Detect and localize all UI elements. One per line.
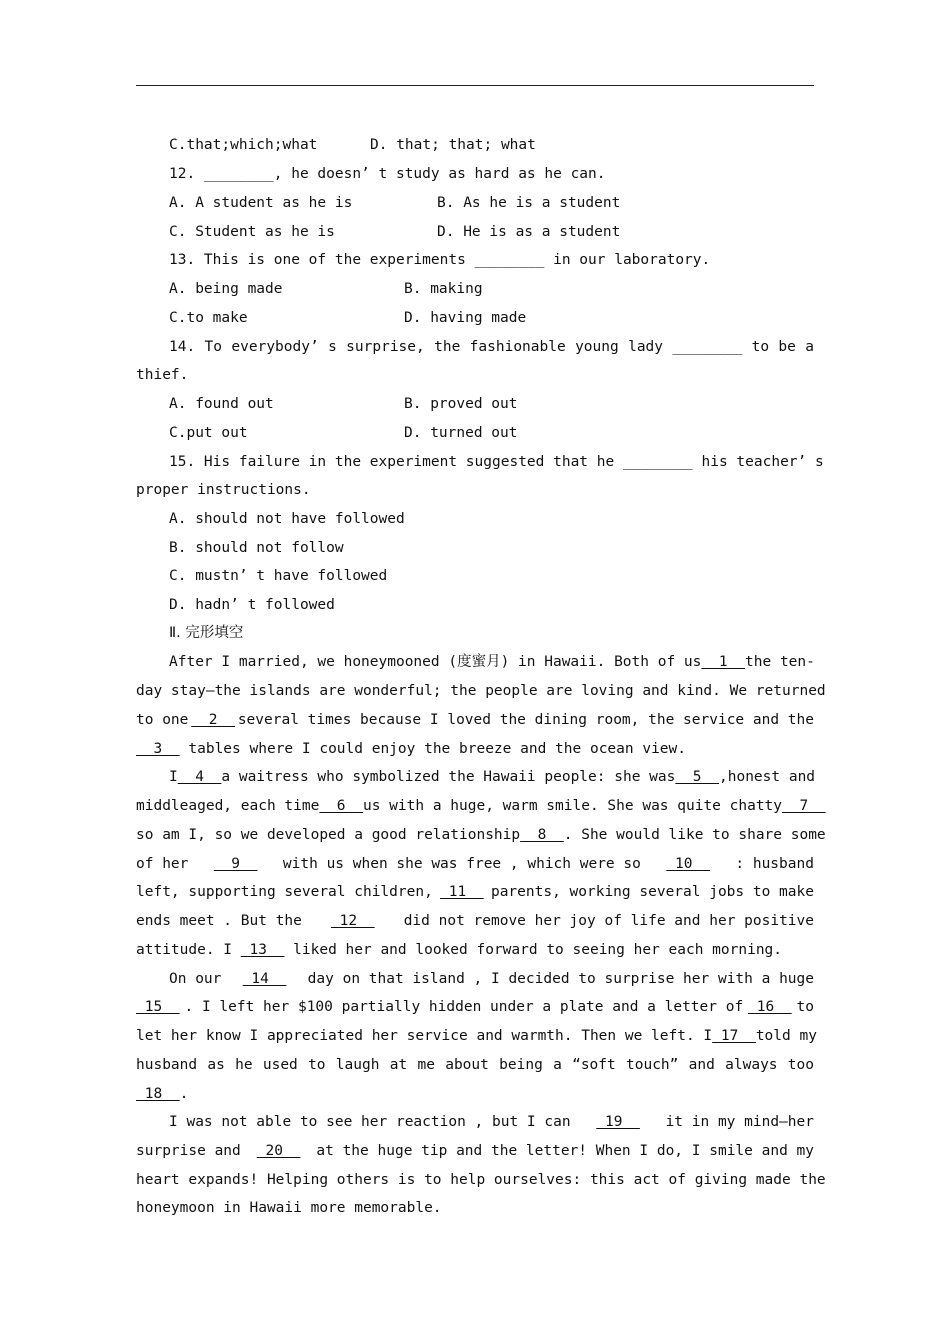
passage-line: husband as he used to laugh at me about being a “soft touch” and always too bbox=[136, 1057, 814, 1073]
passage-line: ends meet . But the 12 did not remove her joy of life and her positive bbox=[136, 913, 814, 929]
passage-line: attitude. I 13 liked her and looked forward to seeing her each morning. bbox=[136, 942, 783, 958]
passage-line: 15 . I left her $100 partially hidden under a plate and a letter of 16 to bbox=[136, 999, 814, 1015]
q13-stem: 13. This is one of the experiments ________ in our laboratory. bbox=[169, 252, 711, 268]
blank-18: 18 bbox=[136, 1086, 180, 1102]
q15-stem-line1: 15. His failure in the experiment suggested that he ________ his teacher’ s bbox=[169, 454, 824, 470]
blank-19: 19 bbox=[596, 1114, 640, 1130]
passage-line: of her 9 with us when she was free , which were so 10 : husband bbox=[136, 856, 814, 872]
q14-option-b: B. proved out bbox=[404, 396, 518, 412]
q13-option-d: D. having made bbox=[404, 310, 527, 326]
blank-14: 14 bbox=[242, 971, 287, 987]
blank-9: 9 bbox=[213, 856, 258, 872]
blank-16: 16 bbox=[748, 999, 792, 1015]
blank-13: 13 bbox=[240, 942, 285, 958]
q15-option-d: D. hadn’ t followed bbox=[169, 597, 335, 613]
passage-line: day stay—the islands are wonderful; the people are loving and kind. We returned bbox=[136, 683, 826, 699]
q12-option-a: A. A student as he is bbox=[169, 195, 353, 211]
passage-line: I was not able to see her reaction , but I can 19 it in my mind—her bbox=[169, 1114, 814, 1130]
passage-line: surprise and 20 at the huge tip and the letter! When I do, I smile and my bbox=[136, 1143, 814, 1159]
blank-2: 2 bbox=[191, 712, 235, 728]
q14-stem-line1: 14. To everybody’ s surprise, the fashionable young lady ________ to be a bbox=[169, 339, 814, 355]
blank-1: 1 bbox=[701, 654, 746, 670]
passage-line: I 4 a waitress who symbolized the Hawaii people: she was 5 ,honest and bbox=[169, 769, 816, 785]
passage-line: to one 2 several times because I loved the dining room, the service and the bbox=[136, 712, 814, 728]
passage-line: 18 . bbox=[136, 1086, 189, 1102]
q12-option-c: C. Student as he is bbox=[169, 224, 335, 240]
q14-option-c: C.put out bbox=[169, 425, 248, 441]
blank-11: 11 bbox=[440, 884, 484, 900]
section-title: Ⅱ. 完形填空 bbox=[169, 625, 244, 641]
q15-stem-line2: proper instructions. bbox=[136, 482, 311, 498]
passage-line: On our 14 day on that island , I decided to surprise her with a huge bbox=[169, 971, 814, 987]
q15-option-c: C. mustn’ t have followed bbox=[169, 568, 388, 584]
q11-option-d: D. that; that; what bbox=[370, 137, 536, 153]
blank-12: 12 bbox=[330, 913, 375, 929]
q14-option-a: A. found out bbox=[169, 396, 274, 412]
passage-line: 3 tables where I could enjoy the breeze and the ocean view. bbox=[136, 741, 686, 757]
q13-option-a: A. being made bbox=[169, 281, 283, 297]
q12-stem: 12. ________, he doesn’ t study as hard as he can. bbox=[169, 166, 606, 182]
blank-8: 8 bbox=[520, 827, 564, 843]
header-rule bbox=[136, 85, 814, 86]
q14-option-d: D. turned out bbox=[404, 425, 518, 441]
q13-option-c: C.to make bbox=[169, 310, 248, 326]
blank-5: 5 bbox=[675, 769, 719, 785]
passage-line: let her know I appreciated her service and warmth. Then we left. I 17 told my bbox=[136, 1028, 817, 1044]
blank-17: 17 bbox=[712, 1028, 756, 1044]
q12-option-d: D. He is as a student bbox=[437, 224, 621, 240]
passage-line: so am I, so we developed a good relationship 8 . She would like to share some bbox=[136, 827, 826, 843]
q15-option-b: B. should not follow bbox=[169, 540, 344, 556]
passage-line: middleaged, each time 6 us with a huge, warm smile. She was quite chatty 7 bbox=[136, 798, 826, 814]
blank-6: 6 bbox=[319, 798, 363, 814]
q15-option-a: A. should not have followed bbox=[169, 511, 405, 527]
passage-line: honeymoon in Hawaii more memorable. bbox=[136, 1200, 442, 1216]
blank-7: 7 bbox=[782, 798, 826, 814]
passage-line: left, supporting several children, 11 parents, working several jobs to make bbox=[136, 884, 814, 900]
q13-option-b: B. making bbox=[404, 281, 483, 297]
q14-stem-line2: thief. bbox=[136, 367, 189, 383]
passage-line: After I married, we honeymooned (度蜜月) in Hawaii. Both of us 1 the ten- bbox=[169, 654, 815, 670]
blank-4: 4 bbox=[177, 769, 222, 785]
blank-15: 15 bbox=[136, 999, 180, 1015]
blank-10: 10 bbox=[666, 856, 710, 872]
blank-20: 20 bbox=[256, 1143, 301, 1159]
passage-line: heart expands! Helping others is to help ourselves: this act of giving made the bbox=[136, 1172, 826, 1188]
q11-option-c: C.that;which;what bbox=[169, 137, 318, 153]
blank-3: 3 bbox=[136, 741, 180, 757]
q12-option-b: B. As he is a student bbox=[437, 195, 621, 211]
